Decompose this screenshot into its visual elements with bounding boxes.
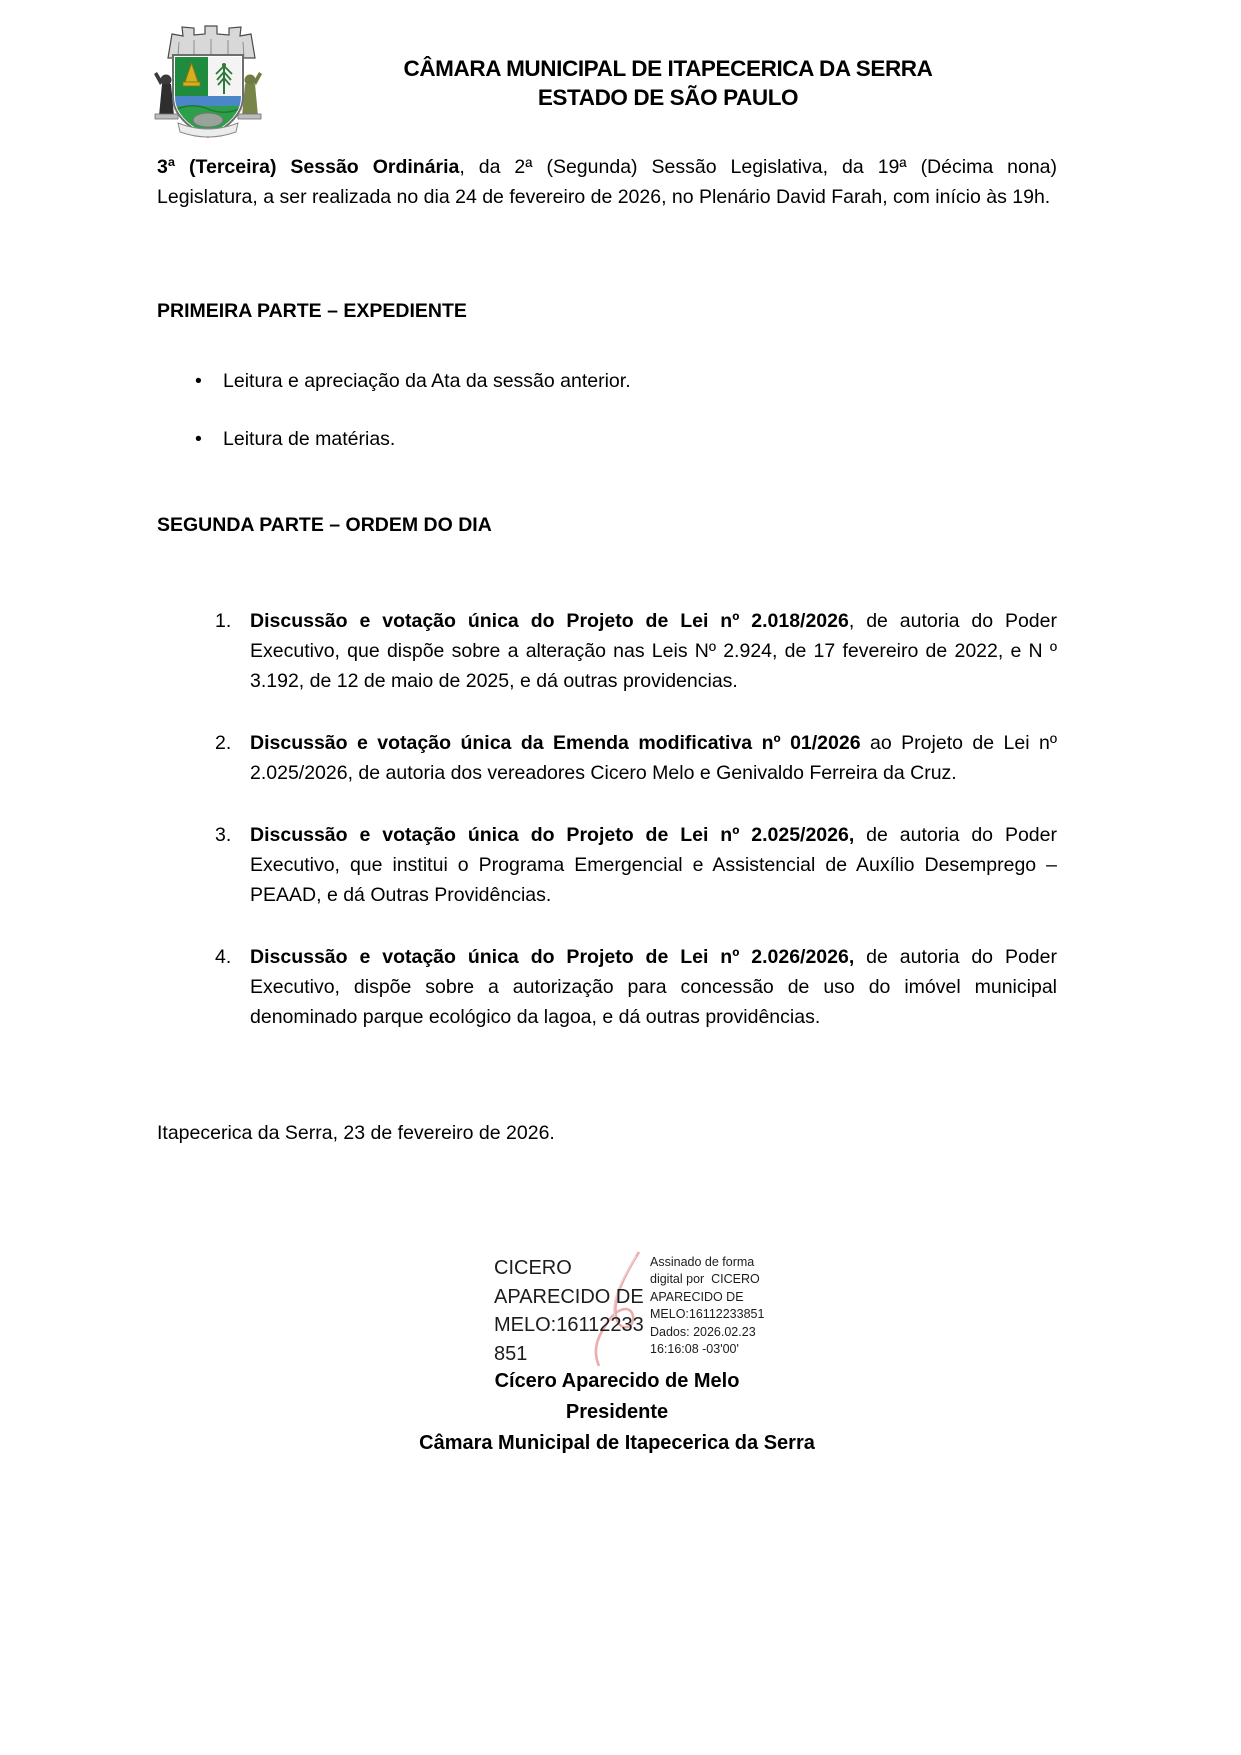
section-heading-expediente: PRIMEIRA PARTE – EXPEDIENTE [157,300,467,322]
agenda-item-bold: Discussão e votação única do Projeto de Lei nº 2.025/2026, [250,824,855,846]
agenda-item-3 [157,820,1057,910]
bullet-item-ata [157,366,1057,396]
intro-paragraph [157,152,1057,212]
agenda-item-text [157,606,1057,696]
agenda-item-number: 3. [215,824,232,846]
signature-detail-line: Assinado de forma [650,1255,755,1269]
agenda-item-2 [157,728,1057,788]
bullet-icon: • [195,428,202,450]
section-heading-ordem-do-dia: SEGUNDA PARTE – ORDEM DO DIA [157,514,492,536]
signature-detail-line: MELO:16112233851 [650,1307,765,1322]
signature-detail-line: Dados: 2026.02.23 [650,1324,756,1339]
signature-detail-line: APARECIDO DE [650,1289,744,1304]
bullet-item-materias [157,424,1057,454]
signatory-block [167,1366,1067,1459]
header-title-line2: ESTADO DE SÃO PAULO [537,85,799,110]
header-title-line1: CÂMARA MUNICIPAL DE ITAPECERICA DA SERRA [403,56,933,81]
intro-session-rest: , da 2ª (Segunda) Sessão Legislativa, da 19ª (Décima nona) Legislatura, a ser realizada no dia 24 de fevereiro de 2026, no Plenário David Farah, com início às 19h. [157,156,1058,208]
signatory-role: Presidente [565,1401,669,1423]
agenda-item-bold: Discussão e votação única da Emenda modificativa nº 01/2026 [250,732,861,754]
agenda-item-rest: ao Projeto de Lei nº 2.025/2026, de autoria dos vereadores Cicero Melo e Genivaldo Ferreira da Cruz. [250,732,1058,784]
signature-detail-line: digital por CICERO [650,1272,760,1287]
certificate-line: 851 [494,1342,528,1365]
agenda-item-number: 2. [215,732,232,754]
agenda-item-text [157,728,1057,788]
agenda-item-text [157,942,1057,1032]
bullet-icon: • [195,370,202,392]
digital-signature-block [157,1248,1057,1380]
agenda-item-number: 4. [215,946,232,968]
agenda-item-rest: de autoria do Poder Executivo, que institui o Programa Emergencial e Assistencial de Auxílio Desemprego – PEAAD, e dá Outras Providências. [250,824,1057,906]
agenda-item-rest: , de autoria do Poder Executivo, que dispõe sobre a alteração nas Leis Nº 2.924, de 17 fevereiro de 2022, e N º 3.192, de 12 de maio de 2025, e dá outras providencias. [250,610,1057,692]
document-body [157,0,1057,1755]
signature-details-text [650,1254,810,1358]
bullet-text: Leitura e apreciação da Ata da sessão anterior. [223,370,631,392]
signatory-name: Cícero Aparecido de Melo [494,1370,740,1392]
intro-session-title: 3ª (Terceira) Sessão Ordinária [157,156,460,178]
agenda-item-1 [157,606,1057,696]
signatory-org: Câmara Municipal de Itapecerica da Serra [419,1432,815,1454]
bullet-text: Leitura de matérias. [223,428,396,450]
agenda-item-bold: Discussão e votação única do Projeto de Lei nº 2.018/2026 [250,610,849,632]
signature-detail-line: 16:16:08 -03'00' [650,1342,739,1357]
agenda-item-rest: de autoria do Poder Executivo, dispõe sobre a autorização para concessão de uso do imóvel municipal denominado parque ecológico da lagoa, e dá outras providências. [250,946,1057,1028]
agenda-item-number: 1. [215,610,232,632]
date-line: Itapecerica da Serra, 23 de fevereiro de 2026. [157,1122,555,1144]
agenda-item-4 [157,942,1057,1032]
agenda-item-bold: Discussão e votação única do Projeto de Lei nº 2.026/2026, [250,946,855,968]
certificate-line: MELO:16112233 [494,1314,644,1336]
agenda-item-text [157,820,1057,910]
certificate-line: CICERO [494,1257,572,1279]
certificate-line: APARECIDO DE [494,1285,644,1308]
